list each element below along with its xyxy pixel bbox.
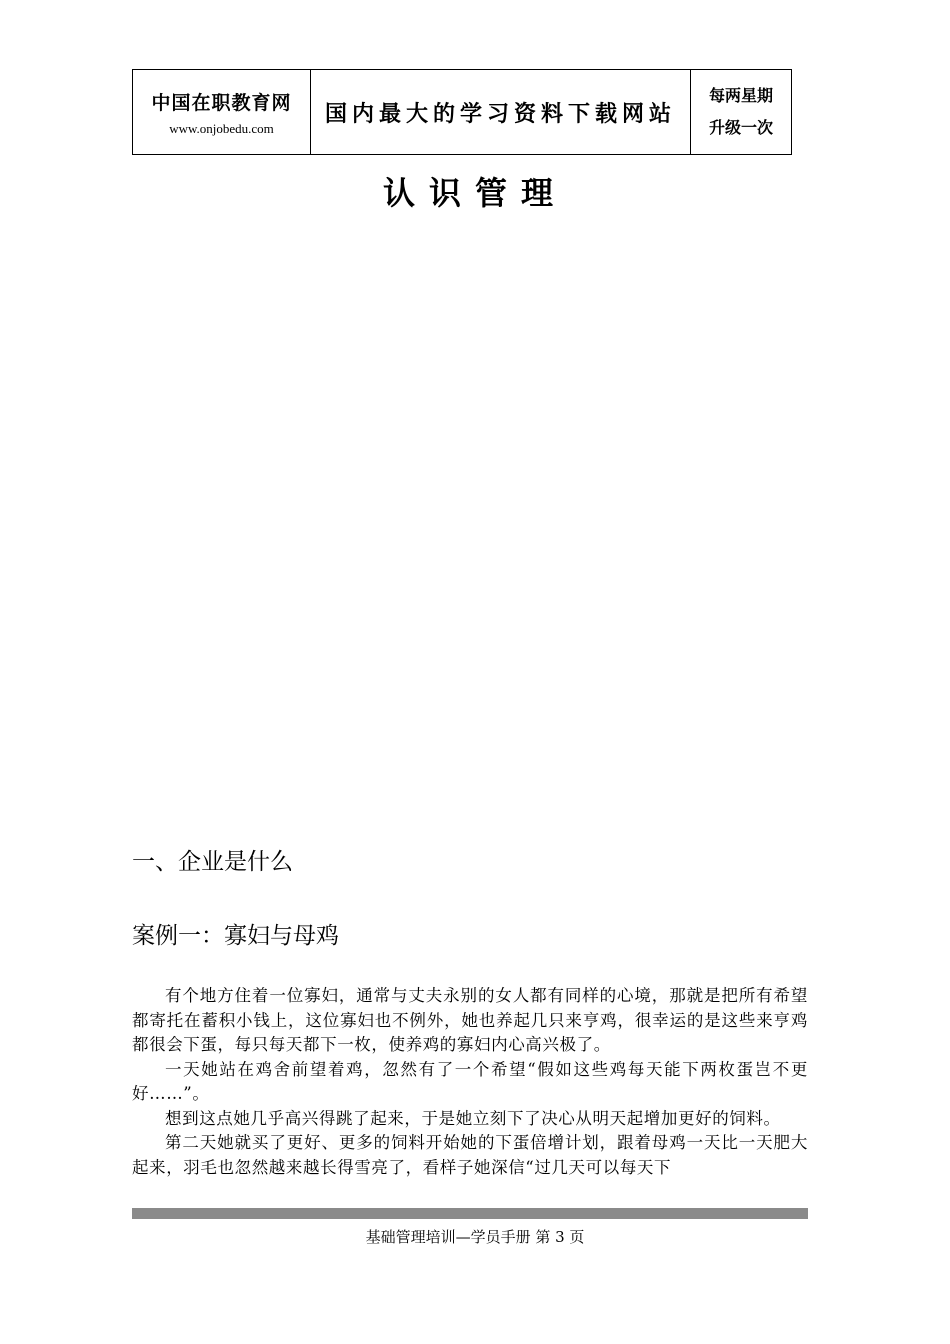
page-footer: 基础管理培训—学员手册 第 3 页 bbox=[365, 1228, 585, 1246]
paragraph: 一天她站在鸡舍前望着鸡，忽然有了一个希望“假如这些鸡每天能下两枚蛋岂不更好……”。 bbox=[132, 1059, 808, 1103]
update-notice bbox=[691, 70, 791, 154]
site-url: www.onjobedu.com bbox=[169, 120, 274, 136]
case-heading: 案例一：寡妇与母鸡 bbox=[132, 923, 339, 949]
header-banner bbox=[132, 69, 792, 155]
site-name: 中国在职教育网 bbox=[151, 91, 292, 114]
section-heading: 一、企业是什么 bbox=[132, 849, 293, 875]
paragraph: 有个地方住着一位寡妇，通常与丈夫永别的女人都有同样的心境，那就是把所有希望都寄托在蓄积小钱上，这位寡妇也不例外，她也养起几只来亨鸡，很幸运的是这些来亨鸡都很会下蛋，每只每天都下一枚，使养鸡的寡妇内心高兴极了。 bbox=[132, 986, 808, 1054]
update-line-1: 每两星期 bbox=[708, 86, 773, 105]
footer-divider bbox=[132, 1208, 808, 1219]
document-title: 认识管理 bbox=[382, 174, 567, 212]
site-logo-cell bbox=[133, 70, 311, 154]
site-slogan: 国内最大的学习资料下载网站 bbox=[311, 70, 691, 154]
paragraph: 想到这点她几乎高兴得跳了起来，于是她立刻下了决心从明天起增加更好的饲料。 bbox=[165, 1108, 781, 1128]
case-body bbox=[132, 984, 808, 1207]
paragraph: 第二天她就买了更好、更多的饲料开始她的下蛋倍增计划，跟着母鸡一天比一天肥大起来，羽毛也忽然越来越长得雪亮了，看样子她深信“过几天可以每天下 bbox=[132, 1133, 808, 1177]
update-line-2: 升级一次 bbox=[708, 118, 773, 137]
